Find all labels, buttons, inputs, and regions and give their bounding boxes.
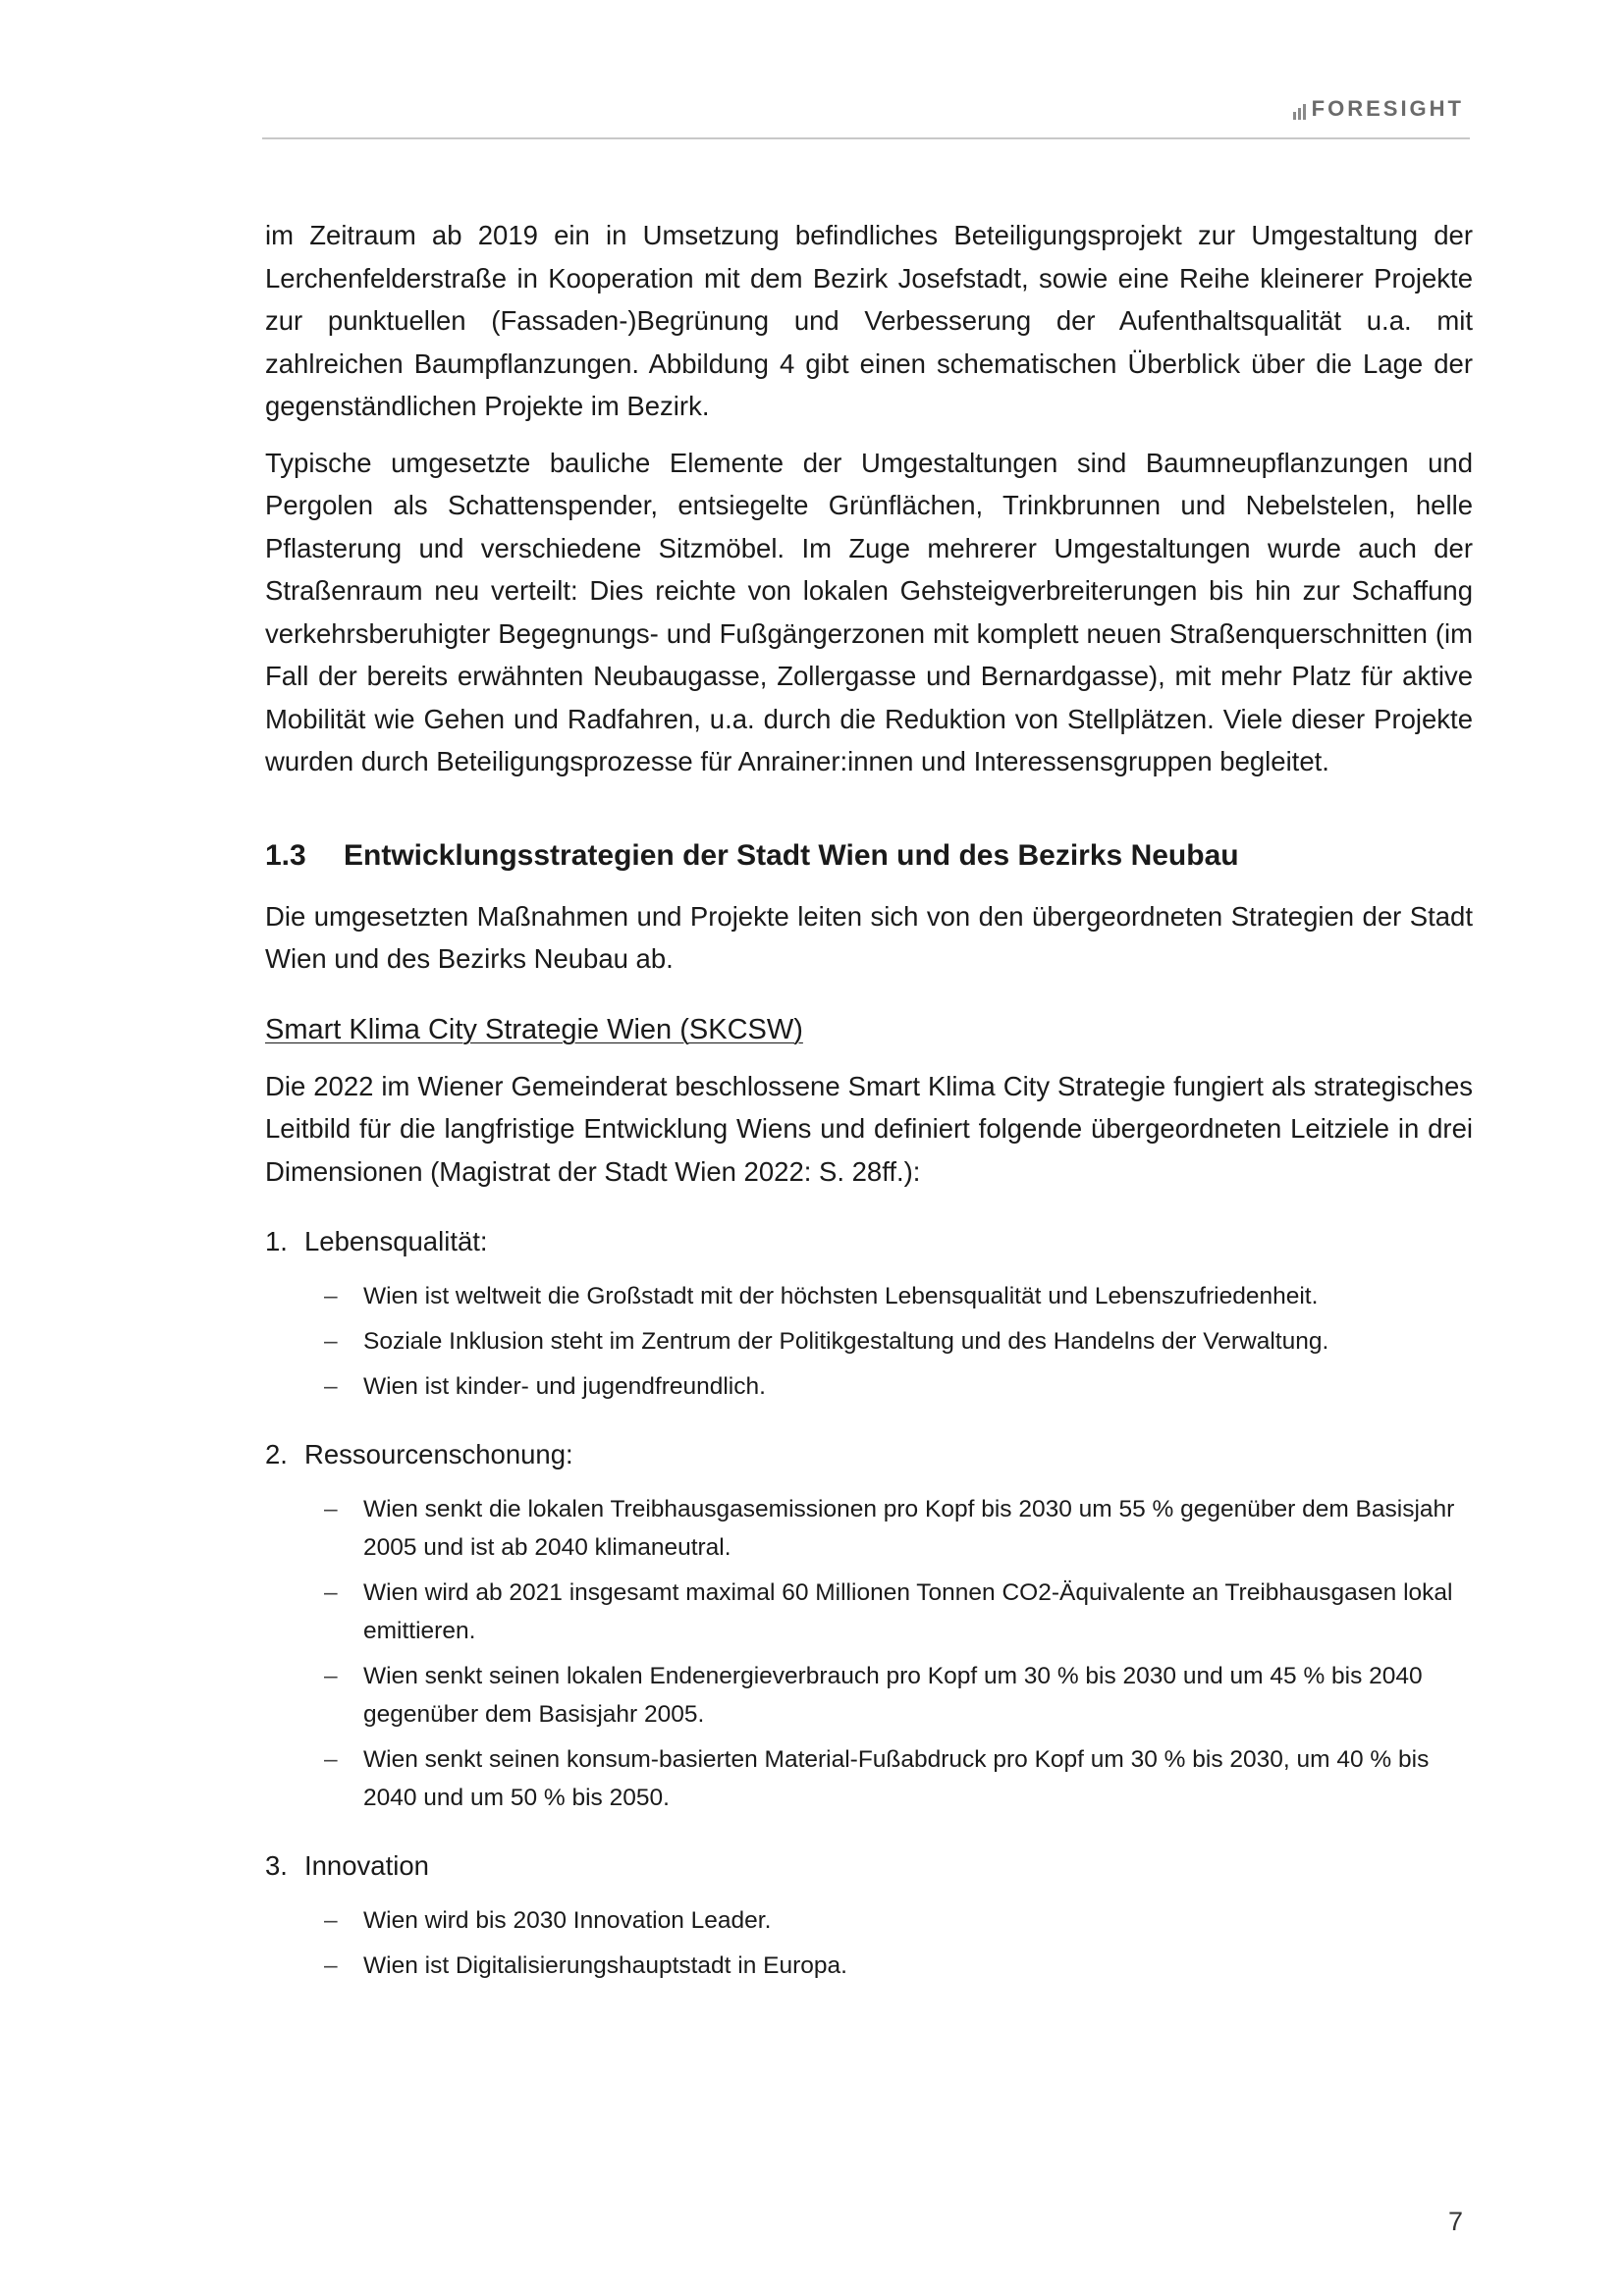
dash-bullet: – <box>324 1373 338 1400</box>
list-item: – Soziale Inklusion steht im Zentrum der Politikgestaltung und des Handelns der Verwaltung. <box>324 1322 1473 1361</box>
list-item: – Wien ist Digitalisierungshauptstadt in Europa. <box>324 1947 1473 1985</box>
goal-heading <box>265 1222 1473 1261</box>
dash-bullet: – <box>324 1496 338 1522</box>
logo-text: FORESIGHT <box>1311 96 1464 121</box>
section-title: Entwicklungsstrategien der Stadt Wien und des Bezirks Neubau <box>344 838 1239 872</box>
dash-bullet: – <box>324 1952 338 1979</box>
goal-title: Innovation <box>304 1850 429 1881</box>
list-item: – Wien ist weltweit die Großstadt mit der höchsten Lebensqualität und Lebenszufriedenheit. <box>324 1277 1473 1315</box>
dash-bullet: – <box>324 1328 338 1355</box>
goal-heading <box>265 1846 1473 1886</box>
list-item: – Wien ist kinder- und jugendfreundlich. <box>324 1367 1473 1406</box>
goal-title: Lebensqualität: <box>304 1226 488 1256</box>
section-intro: Die umgesetzten Maßnahmen und Projekte leiten sich von den übergeordneten Strategien der Stadt Wien und des Bezirks Neubau ab. <box>265 900 1473 974</box>
subsection-intro: Die 2022 im Wiener Gemeinderat beschlossene Smart Klima City Strategie fungiert als strategisches Leitbild für die langfristige Entwicklung Wiens und definiert folgende übergeordneten Leitziele in drei Dimensionen (Magistrat der Stadt Wien 2022: S. 28ff.): <box>265 1070 1473 1187</box>
goal-number: 1. <box>265 1226 288 1256</box>
list-item: – Wien senkt seinen lokalen Endenergieverbrauch pro Kopf um 30 % bis 2030 und um 45 % bis 2040 gegenüber dem Basisjahr 2005. <box>324 1657 1473 1734</box>
goal-number: 3. <box>265 1850 288 1881</box>
goal-items <box>265 1490 1473 1817</box>
section-number: 1.3 <box>265 838 306 872</box>
page-content <box>265 214 1473 1992</box>
dash-bullet: – <box>324 1663 338 1689</box>
page-number: 7 <box>1448 2207 1464 2236</box>
list-item: – Wien wird ab 2021 insgesamt maximal 60 Millionen Tonnen CO2-Äquivalente an Treibhausgasen lokal emittieren. <box>324 1574 1473 1650</box>
goal-heading <box>265 1435 1473 1474</box>
goal-items <box>265 1901 1473 1985</box>
goal-title: Ressourcenschonung: <box>304 1439 573 1469</box>
paragraph: im Zeitraum ab 2019 ein in Umsetzung befindliches Beteiligungsprojekt zur Umgestaltung der Lerchenfelderstraße in Kooperation mit dem Bezirk Josefstadt, sowie eine Reihe kleinerer Projekte zur punktuellen (Fassaden-)Begrünung und Verbesserung der Aufenthaltsqualität u.a. mit zahlreichen Baumpflanzungen. Abbildung 4 gibt einen schematischen Überblick über die Lage der gegenständlichen Projekte im Bezirk. <box>265 220 1473 421</box>
goals-list <box>265 1222 1473 1985</box>
paragraph: Typische umgesetzte bauliche Elemente der Umgestaltungen sind Baumneupflanzungen und Pergolen als Schattenspender, entsiegelte Grünflächen, Trinkbrunnen und Nebelstelen, helle Pflasterung und verschiedene Sitzmöbel. Im Zuge mehrerer Umgestaltungen wurde auch der Straßenraum neu verteilt: Dies reichte von lokalen Gehsteigverbreiterungen bis hin zur Schaffung verkehrsberuhigter Begegnungs- und Fußgängerzonen mit komplett neuen Straßenquerschnitten (im Fall der bereits erwähnten Neubaugasse, Zollergasse und Bernardgasse), mit mehr Platz für aktive Mobilität wie Gehen und Radfahren, u.a. durch die Reduktion von Stellplätzen. Viele dieser Projekte wurden durch Beteiligungsprozesse für Anrainer:innen und Interessensgruppen begleitet. <box>265 447 1473 776</box>
list-item: – Wien senkt die lokalen Treibhausgasemissionen pro Kopf bis 2030 um 55 % gegenüber dem Basisjahr 2005 und ist ab 2040 klimaneutral. <box>324 1490 1473 1567</box>
goal-number: 2. <box>265 1439 288 1469</box>
dash-bullet: – <box>324 1579 338 1606</box>
logo-bars-icon <box>1293 104 1308 120</box>
list-item: – Wien wird bis 2030 Innovation Leader. <box>324 1901 1473 1940</box>
dash-bullet: – <box>324 1907 338 1934</box>
dash-bullet: – <box>324 1283 338 1309</box>
list-item: – Wien senkt seinen konsum-basierten Material-Fußabdruck pro Kopf um 30 % bis 2030, um 40 % bis 2040 und um 50 % bis 2050. <box>324 1740 1473 1817</box>
dash-bullet: – <box>324 1746 338 1773</box>
foresight-logo <box>1293 98 1464 120</box>
page-header <box>262 96 1470 139</box>
subsection-title: Smart Klima City Strategie Wien (SKCSW) <box>265 1013 803 1045</box>
goal-items <box>265 1277 1473 1406</box>
section-heading <box>265 836 1473 876</box>
